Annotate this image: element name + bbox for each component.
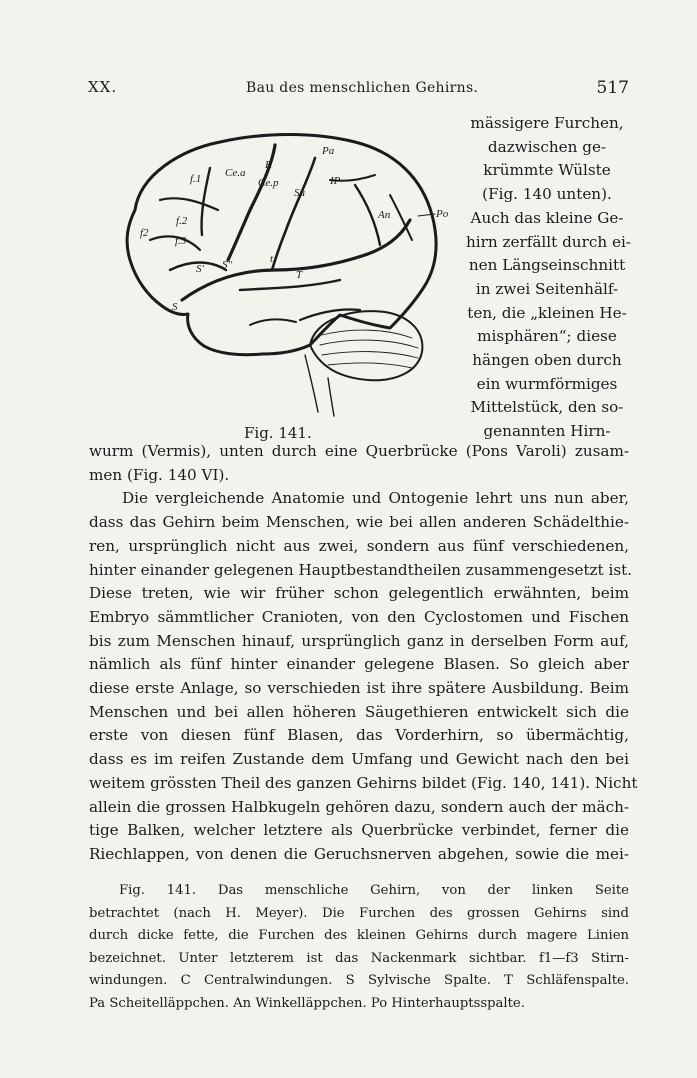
brain-figure [100,120,465,420]
side-line: Mittelstück, den so- [470,398,624,417]
side-line: hängen oben durch [472,351,622,370]
label-s-prime: S' [196,263,204,275]
label-ce-p: Ce.p [258,177,279,189]
label-f2a: f.2 [176,215,188,227]
label-po: Po [436,208,449,220]
body-line: dass das Gehirn beim Menschen, wie bei allen anderen Schädelthie- [89,513,629,532]
figure-caption: Fig. 141. [244,424,312,442]
footnote-line: bezeichnet. Unter letzterem ist das Nackenmark sichtbar. f1—f3 Stirn- [89,950,629,966]
footnote-line: durch dicke fette, die Furchen des kleinen Gehirns durch magere Linien [89,928,629,943]
label-r: R [265,159,272,171]
running-header [88,78,629,102]
label-s-low: S [172,301,178,313]
body-line: nämlich als fünf hinter einander gelegene Blasen. So gleich aber [89,655,629,674]
side-line: dazwischen ge- [487,137,607,156]
body-line: dass es im reifen Zustande dem Umfang und Gewicht nach den bei [89,750,629,769]
label-T: T [296,269,303,281]
side-line: misphären“; diese [477,327,617,346]
side-line: in zwei Seitenhälf- [475,279,619,298]
label-su: Su [294,187,305,199]
body-text [89,440,638,867]
side-line: Auch das kleine Ge- [470,208,624,227]
label-s-double: S'' [222,259,233,271]
side-line: genannten Hirn- [483,422,611,441]
footnote-line: Pa Scheitelläppchen. An Winkelläppchen. Po Hinterhauptsspalte. [89,995,525,1011]
figure-footnote [89,880,629,1015]
label-f2b: f2 [140,227,149,239]
label-f1: f.1 [190,173,202,185]
brain-illustration [100,120,465,420]
label-ce-a: Ce.a [225,167,246,179]
body-line: Die vergleichende Anatomie und Ontogenie lehrt uns nun aber, [122,489,629,508]
body-line: tige Balken, welcher letztere als Querbrücke verbindet, ferner die [89,821,629,840]
body-line: hinter einander gelegenen Hauptbestandtheilen zusammengesetzt ist. [89,560,633,579]
side-line: nen Längseinschnitt [468,256,626,275]
body-line: Embryo sämmtlicher Cranioten, von den Cyclostomen und Fischen [89,607,629,626]
side-line: ten, die „kleinen He- [467,303,627,322]
body-line: diese erste Anlage, so verschieden ist ihre spätere Ausbildung. Beim [89,679,629,698]
body-line: wurm (Vermis), unten durch eine Querbrücke (Pons Varoli) zusam- [89,442,629,460]
side-line: mässigere Furchen, [470,114,624,132]
label-ip: IP [330,175,341,187]
side-line: hirn zerfällt durch ei- [466,232,631,251]
footnote-line: betrachtet (nach H. Meyer). Die Furchen des grossen Gehirns sind [89,905,629,921]
label-t: t [270,253,274,265]
running-title: Bau des menschlichen Gehirns. [246,80,479,96]
body-line: ren, ursprünglich nicht aus zwei, sondern aus fünf verschiedenen, [89,536,629,555]
body-line: bis zum Menschen hinauf, ursprünglich ganz in derselben Form auf, [89,631,629,650]
footnote-line: Fig. 141. Das menschliche Gehirn, von der linken Seite [119,883,629,898]
body-line: Riechlappen, von denen die Geruchsnerven abgehen, sowie die mei- [89,844,629,863]
body-line: allein die grossen Halbkugeln gehören dazu, sondern auch der mäch- [89,797,629,816]
side-line: krümmte Wülste [483,161,611,180]
section-number: XX. [88,78,118,96]
side-line: (Fig. 140 unten). [482,185,612,204]
footnote-line: windungen. C Centralwindungen. S Sylvische Spalte. T Schläfenspalte. [89,973,629,988]
body-line: erste von diesen fünf Blasen, das Vorderhirn, so übermächtig, [89,726,629,745]
side-column-text [466,112,631,444]
body-line: Menschen und bei allen höheren Säugethieren entwickelt sich die [89,702,629,721]
side-line: ein wurmförmiges [476,374,618,393]
body-line: weitem grössten Theil des ganzen Gehirns bildet (Fig. 140, 141). Nicht [89,773,638,792]
body-line: Diese treten, wie wir früher schon gelegentlich erwähnten, beim [89,584,629,603]
label-pa: Pa [322,145,335,157]
page-number: 517 [596,78,629,98]
body-line: men (Fig. 140 VI). [89,465,230,484]
label-f3: f.3 [175,235,187,247]
label-an: An [378,209,391,221]
